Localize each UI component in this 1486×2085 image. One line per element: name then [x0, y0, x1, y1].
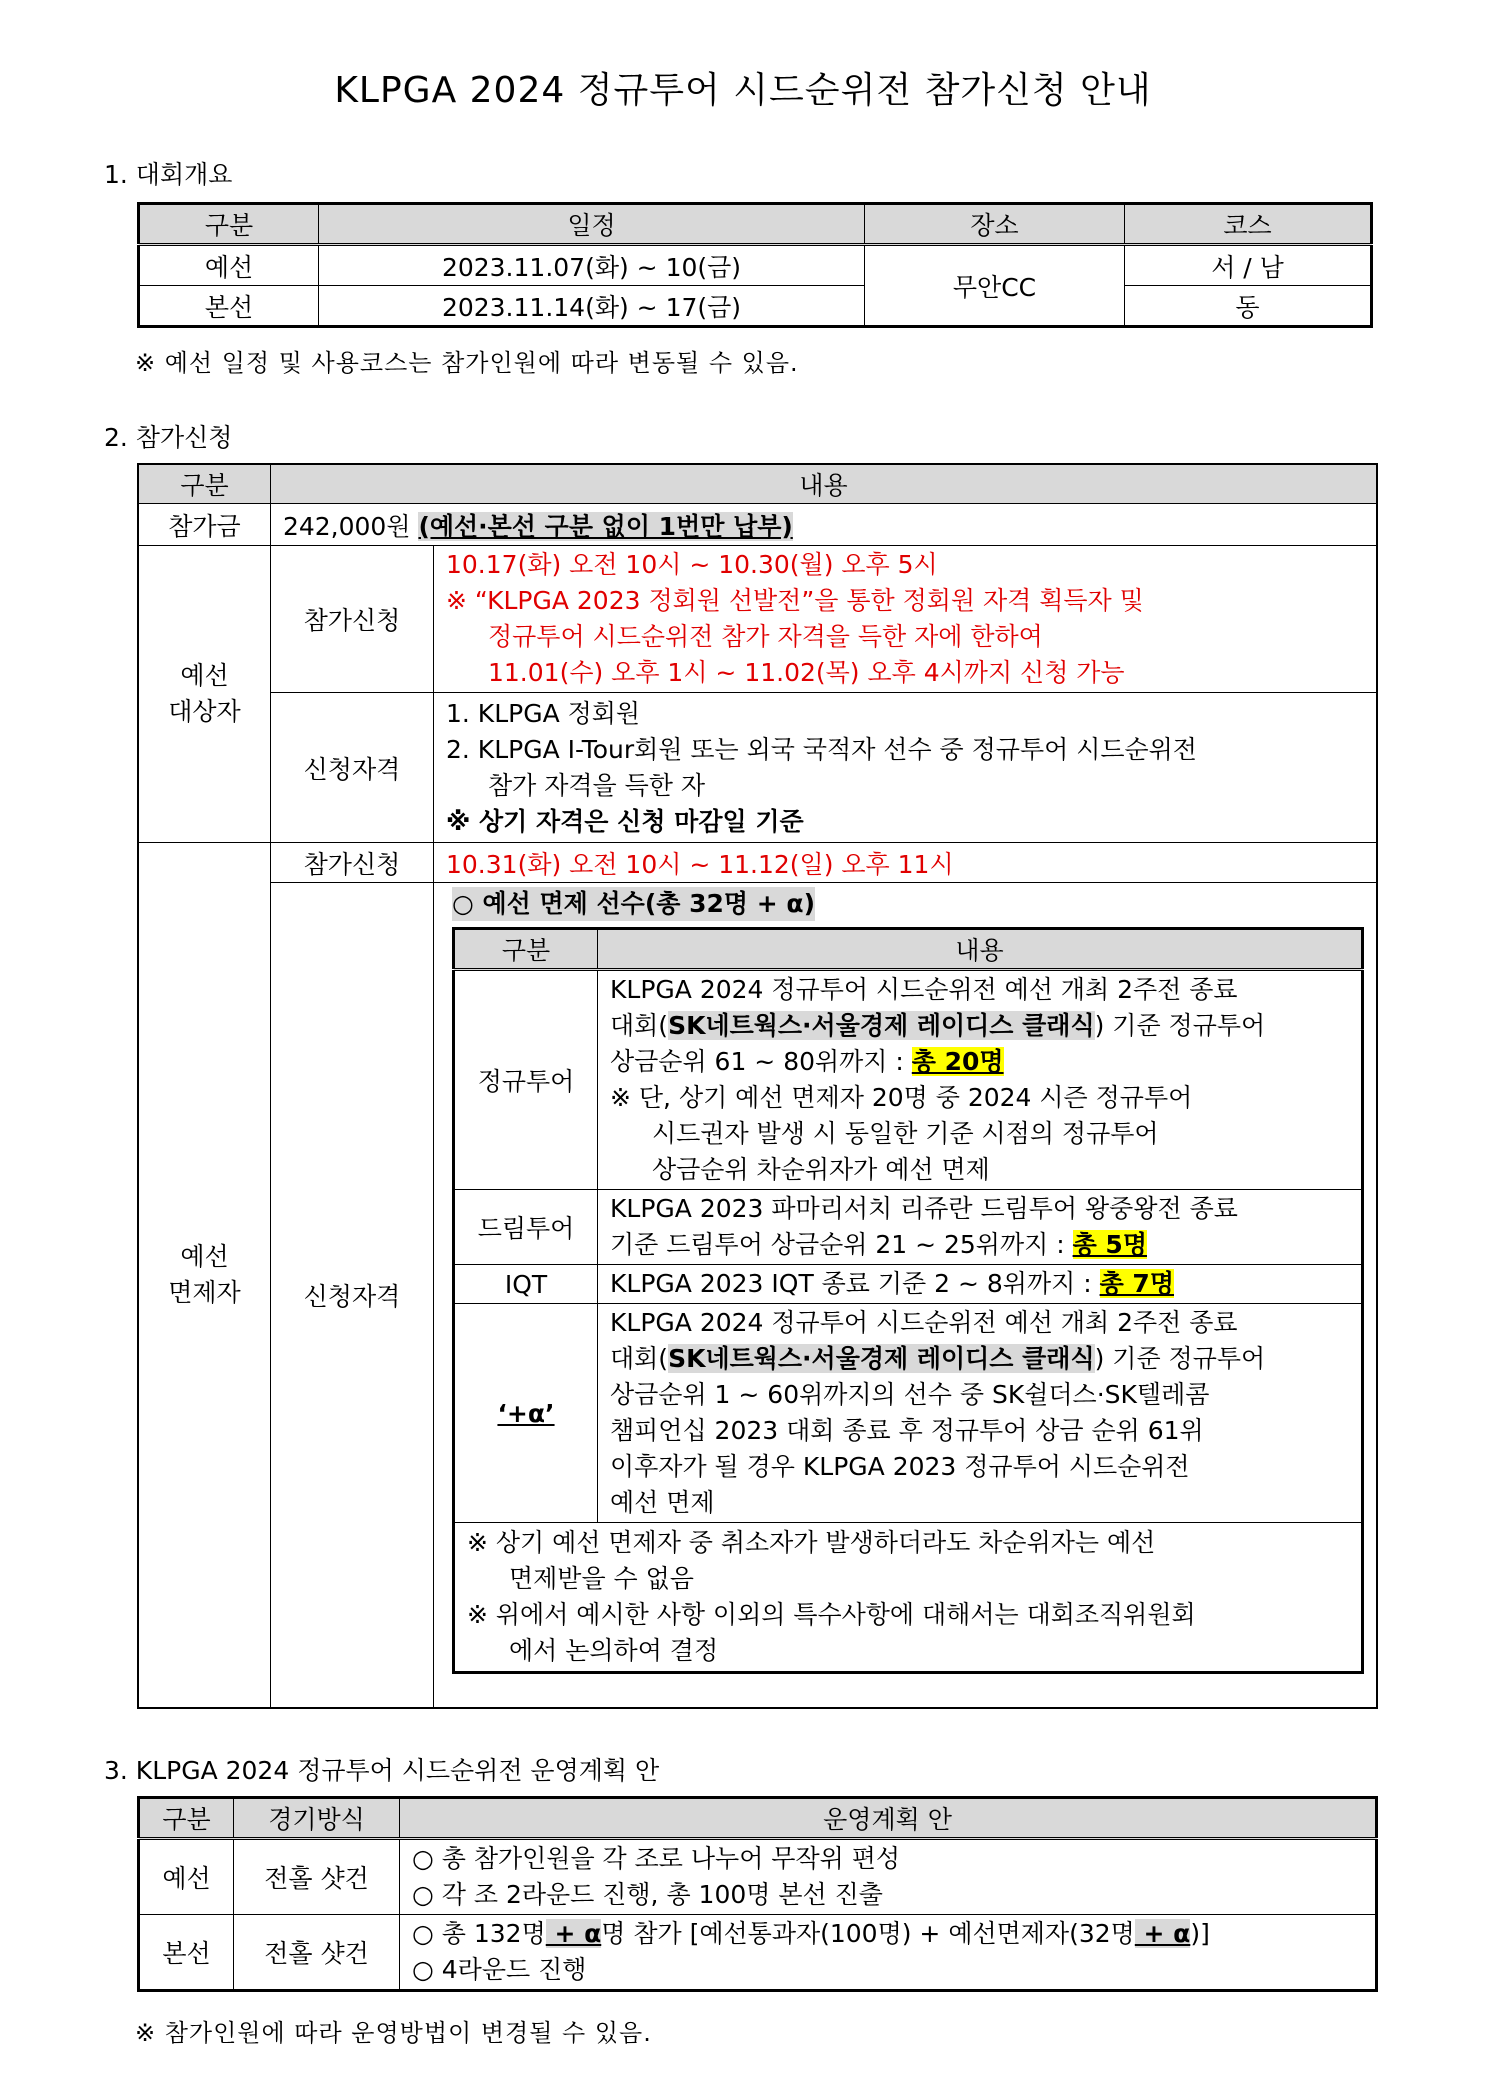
header-date: 일정: [319, 204, 865, 245]
overview-table: [137, 202, 1373, 328]
header-method: 경기방식: [234, 1798, 400, 1839]
exempt-apply-label: 참가신청: [270, 843, 433, 883]
header-course: 코스: [1125, 204, 1372, 245]
prelim-qual-content: 1. KLPGA 정회원 2. KLPGA I-Tour회원 또는 외국 국적자 선수 중 정규투어 시드순위전 참가 자격을 득한 자 ※ 상기 자격은 신청 마감일 기준: [434, 693, 1378, 843]
exempt-label: 예선 면제자: [138, 843, 270, 1708]
prelim-method: 전홀 샷건: [234, 1839, 400, 1915]
page-title: KLPGA 2024 정규투어 시드순위전 참가신청 안내: [334, 70, 1152, 111]
iqt-label: IQT: [454, 1265, 598, 1304]
application-table: [137, 463, 1378, 1709]
regular-tour-content: KLPGA 2024 정규투어 시드순위전 예선 개최 2주전 종료 대회(SK네트웍스·서울경제 레이디스 클래식) 기준 정규투어 상금순위 61 ~ 80위까지 : 총 20명 ※ 단, 상기 예선 면제자 20명 중 2024 시즌 정규투어 시드권자 발생 시 동일한 기준 시점의 정규투어 상금순위 차순위자가 예선 면제: [598, 970, 1363, 1190]
exempt-heading: ○ 예선 면제 선수(총 32명 + α): [452, 887, 815, 921]
regular-tour-label: 정규투어: [454, 970, 598, 1190]
header-type: 구분: [139, 204, 319, 245]
inner-header-content: 내용: [598, 929, 1363, 970]
iqt-total: 총 7명: [1099, 1269, 1174, 1298]
venue-cell: 무안CC: [865, 245, 1125, 327]
operation-plan-table: [137, 1796, 1378, 1992]
regular-total: 총 20명: [911, 1047, 1004, 1076]
prelim-target-label: 예선 대상자: [138, 546, 270, 843]
prelim-apply-content: 10.17(화) 오전 10시 ~ 10.30(월) 오후 5시 ※ “KLPGA 2023 정회원 선발전”을 통한 정회원 자격 획득자 및 정규투어 시드순위전 참가 자격을 득한 자에 한하여 11.01(수) 오후 1시 ~ 11.02(목) 오후 4시까지 신청 가능: [434, 546, 1378, 693]
prelim-qual-label: 신청자격: [270, 693, 433, 843]
section3-heading: 3. KLPGA 2024 정규투어 시드순위전 운영계획 안: [104, 1756, 660, 1785]
section2-heading: 2. 참가신청: [104, 423, 233, 452]
inner-notes: ※ 상기 예선 면제자 중 취소자가 발생하더라도 차순위자는 예선 면제받을 수 없음 ※ 위에서 예시한 사항 이외의 특수사항에 대해서는 대회조직위원회 에서 논의하여 결정: [454, 1523, 1363, 1673]
exempt-qual-content: [434, 883, 1378, 1708]
final-plan: ○ 총 132명 + α명 참가 [예선통과자(100명) + 예선면제자(32명 + α)] ○ 4라운드 진행: [400, 1915, 1377, 1991]
section1-note: ※ 예선 일정 및 사용코스는 참가인원에 따라 변동될 수 있음.: [135, 349, 799, 377]
fee-value: 242,000원: [282, 511, 411, 541]
header-type: 구분: [138, 464, 270, 504]
alpha-content: KLPGA 2024 정규투어 시드순위전 예선 개최 2주전 종료 대회(SK네트웍스·서울경제 레이디스 클래식) 기준 정규투어 상금순위 1 ~ 60위까지의 선수 중 SK쉴더스·SK텔레콤 챔피언십 2023 대회 종료 후 정규투어 상금 순위 61위 이후자가 될 경우 KLPGA 2023 정규투어 시드순위전 예선 면제: [598, 1304, 1363, 1523]
row-date: 2023.11.07(화) ~ 10(금): [319, 245, 865, 286]
header-venue: 장소: [865, 204, 1125, 245]
row-type: 본선: [139, 286, 319, 327]
row-course: 동: [1125, 286, 1372, 327]
prelim-label: 예선: [139, 1839, 234, 1915]
header-type: 구분: [139, 1798, 234, 1839]
fee-label: 참가금: [138, 504, 270, 546]
section1-heading: 1. 대회개요: [104, 160, 233, 189]
exempt-apply-content: 10.31(화) 오전 10시 ~ 11.12(일) 오후 11시: [434, 843, 1378, 883]
fee-note: (예선·본선 구분 없이 1번만 납부): [418, 511, 793, 541]
row-course: 서 / 남: [1125, 245, 1372, 286]
exempt-qual-label: 신청자격: [270, 883, 433, 1708]
row-type: 예선: [139, 245, 319, 286]
section3-note: ※ 참가인원에 따라 운영방법이 변경될 수 있음.: [135, 2019, 652, 2047]
prelim-plan: ○ 총 참가인원을 각 조로 나누어 무작위 편성 ○ 각 조 2라운드 진행, 총 100명 본선 진출: [400, 1839, 1377, 1915]
header-plan: 운영계획 안: [400, 1798, 1377, 1839]
inner-header-type: 구분: [454, 929, 598, 970]
exempt-inner-table: [452, 927, 1364, 1674]
row-date: 2023.11.14(화) ~ 17(금): [319, 286, 865, 327]
dream-tour-content: KLPGA 2023 파마리서치 리쥬란 드림투어 왕중왕전 종료 기준 드림투어 상금순위 21 ~ 25위까지 : 총 5명: [598, 1190, 1363, 1265]
prelim-apply-label: 참가신청: [270, 546, 433, 693]
final-method: 전홀 샷건: [234, 1915, 400, 1991]
header-content: 내용: [270, 464, 1377, 504]
iqt-content: KLPGA 2023 IQT 종료 기준 2 ~ 8위까지 : 총 7명: [598, 1265, 1363, 1304]
final-label: 본선: [139, 1915, 234, 1991]
dream-tour-label: 드림투어: [454, 1190, 598, 1265]
alpha-label: ‘+α’: [454, 1304, 598, 1523]
dream-total: 총 5명: [1072, 1230, 1147, 1259]
